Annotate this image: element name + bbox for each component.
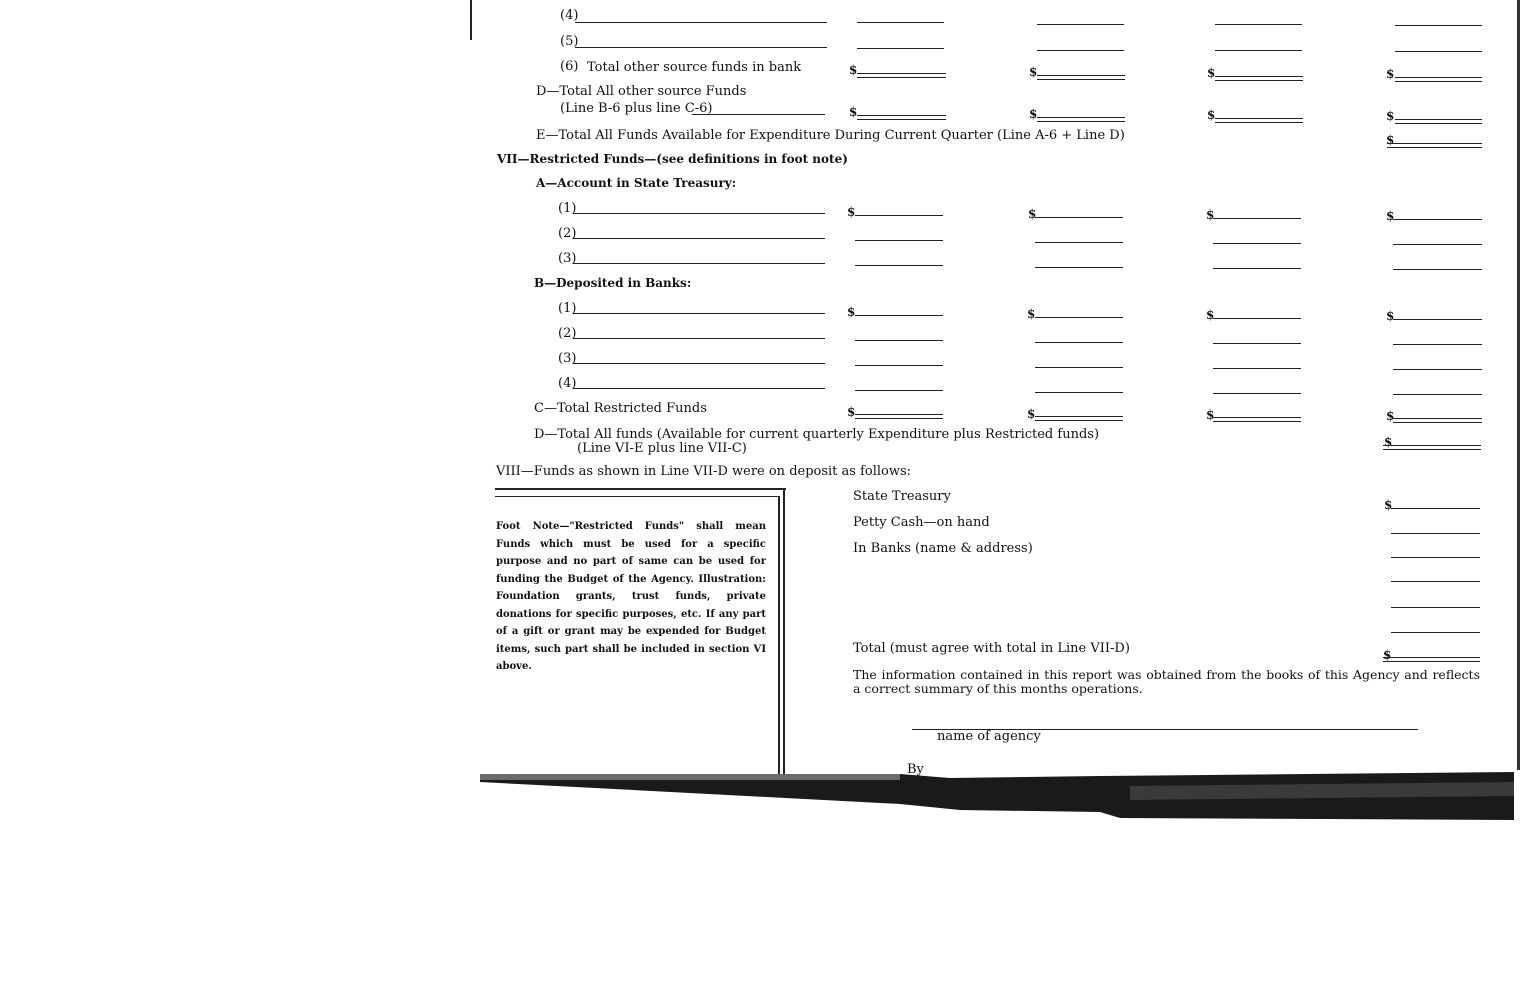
- item-4-label: (4): [560, 8, 579, 23]
- dollar-sign: $: [1207, 108, 1216, 122]
- item-6-col2[interactable]: [1037, 75, 1125, 80]
- b-item-3-col3[interactable]: [1213, 368, 1301, 369]
- dollar-sign: $: [1206, 208, 1215, 222]
- certification-text: The information contained in this report was obtained from the books of this Agency and reflects a correct summary of this months operations.: [853, 667, 1480, 696]
- bank-amount-2[interactable]: [1391, 581, 1480, 582]
- b-item-4-line[interactable]: [573, 388, 825, 389]
- dollar-sign: $: [1384, 435, 1393, 449]
- item-6-num: (6): [560, 59, 579, 74]
- a-item-1-col2[interactable]: [1035, 217, 1123, 218]
- dollar-sign: $: [1386, 409, 1395, 423]
- b-item-1-label: (1): [558, 301, 577, 316]
- b-item-3-col4[interactable]: [1393, 369, 1482, 370]
- a-item-1-label: (1): [558, 201, 577, 216]
- footnote-box-top: [495, 488, 786, 490]
- dollar-sign: $: [1027, 407, 1036, 421]
- bank-amount-3[interactable]: [1391, 607, 1480, 608]
- b-item-2-col1[interactable]: [855, 340, 943, 341]
- b-item-1-col4[interactable]: [1393, 319, 1482, 320]
- dollar-sign: $: [1029, 107, 1038, 121]
- a-item-3-label: (3): [558, 251, 577, 266]
- item-5-label: (5): [560, 34, 579, 49]
- line-e-label: E—Total All Funds Available for Expenditure During Current Quarter (Line A-6 + Line D): [536, 128, 1125, 143]
- dollar-sign: $: [1028, 207, 1037, 221]
- item-6-col3[interactable]: [1215, 76, 1303, 81]
- b-item-1-col1[interactable]: [855, 315, 943, 316]
- dollar-sign: $: [1207, 66, 1216, 80]
- section-viii-heading: VIII—Funds as shown in Line VII-D were on deposit as follows:: [496, 464, 912, 479]
- dollar-sign: $: [1386, 67, 1395, 81]
- footnote: Foot Note—"Restricted Funds" shall mean Funds which must be used for a specific purpose and no part of same can be used for funding the Budget of the Agency. Illustration: Foundation grants, trust funds, private donations for specific purposes, etc. If any part of a gift or grant may be expended for Budget items, such part shall be included in section VI above.: [496, 521, 766, 672]
- bank-amount-4[interactable]: [1391, 632, 1480, 633]
- line-e-col4[interactable]: [1387, 143, 1482, 148]
- dollar-sign: $: [1386, 209, 1395, 223]
- b-item-2-col3[interactable]: [1213, 343, 1301, 344]
- a-item-3-col4[interactable]: [1393, 269, 1482, 270]
- line-c-col4[interactable]: [1393, 418, 1482, 423]
- a-item-2-line[interactable]: [573, 238, 825, 239]
- a-item-1-line[interactable]: [573, 213, 825, 214]
- dollar-sign: $: [847, 205, 856, 219]
- dollar-sign: $: [849, 63, 858, 77]
- b-item-2-label: (2): [558, 326, 577, 341]
- line-d-col3[interactable]: [1215, 118, 1303, 123]
- scanner-shadow-band: [480, 766, 1514, 824]
- footnote-box-right: [783, 489, 785, 774]
- dollar-sign: $: [1386, 133, 1395, 147]
- dollar-sign: $: [1027, 307, 1036, 321]
- by-label: By: [907, 762, 924, 777]
- dollar-sign: $: [1383, 648, 1392, 662]
- line-d-label: D—Total All other source Funds: [536, 84, 747, 99]
- a-item-1-col1[interactable]: [855, 215, 943, 216]
- dollar-sign: $: [847, 405, 856, 419]
- dollar-sign: $: [847, 305, 856, 319]
- dollar-sign: $: [1386, 309, 1395, 323]
- b-item-1-col2[interactable]: [1035, 317, 1123, 318]
- a-item-1-col3[interactable]: [1213, 218, 1301, 219]
- item-5-col3[interactable]: [1215, 50, 1302, 51]
- a-item-2-col1[interactable]: [855, 240, 943, 241]
- in-banks-label: In Banks (name & address): [853, 541, 1033, 556]
- item-6-col4[interactable]: [1395, 77, 1482, 82]
- item-4-col4[interactable]: [1395, 25, 1482, 26]
- page-edge-mark: [470, 0, 472, 40]
- line-c-col1[interactable]: [855, 414, 943, 419]
- b-item-3-col2[interactable]: [1035, 367, 1123, 368]
- bank-amount-1[interactable]: [1391, 557, 1480, 558]
- section-vii-b-label: B—Deposited in Banks:: [534, 276, 692, 290]
- b-item-1-line[interactable]: [573, 313, 825, 314]
- a-item-3-col2[interactable]: [1035, 267, 1123, 268]
- a-item-1-col4[interactable]: [1393, 219, 1482, 220]
- state-treasury-amount[interactable]: [1391, 508, 1480, 509]
- total-amount[interactable]: [1383, 657, 1480, 662]
- item-5-col4[interactable]: [1395, 51, 1482, 52]
- b-item-4-label: (4): [558, 376, 577, 391]
- b-item-4-col3[interactable]: [1213, 393, 1301, 394]
- b-item-3-col1[interactable]: [855, 365, 943, 366]
- a-item-2-col2[interactable]: [1035, 242, 1123, 243]
- b-item-1-col3[interactable]: [1213, 318, 1301, 319]
- a-item-2-label: (2): [558, 226, 577, 241]
- item-6-label: Total other source funds in bank: [587, 60, 802, 75]
- line-c-col3[interactable]: [1213, 417, 1301, 422]
- line-vii-d-label: D—Total All funds (Available for current quarterly Expenditure plus Restricted funds): [534, 427, 1100, 442]
- line-d-line[interactable]: [692, 114, 825, 115]
- line-d-col1[interactable]: [857, 115, 946, 120]
- line-d-col2[interactable]: [1037, 117, 1125, 122]
- b-item-2-line[interactable]: [573, 338, 825, 339]
- dollar-sign: $: [1029, 65, 1038, 79]
- item-4-line[interactable]: [575, 22, 827, 23]
- b-item-4-col4[interactable]: [1393, 394, 1482, 395]
- item-5-col1[interactable]: [857, 48, 944, 49]
- a-item-2-col4[interactable]: [1393, 244, 1482, 245]
- a-item-2-col3[interactable]: [1213, 243, 1301, 244]
- b-item-4-col2[interactable]: [1035, 392, 1123, 393]
- page-right-edge: [1517, 0, 1520, 770]
- line-c-col2[interactable]: [1035, 416, 1123, 421]
- section-vii-a-label: A—Account in State Treasury:: [536, 176, 737, 190]
- petty-cash-amount[interactable]: [1391, 533, 1480, 534]
- dollar-sign: $: [1206, 408, 1215, 422]
- line-d-sublabel: (Line B-6 plus line C-6): [560, 101, 713, 116]
- a-item-3-col3[interactable]: [1213, 268, 1301, 269]
- b-item-3-label: (3): [558, 351, 577, 366]
- b-item-2-col4[interactable]: [1393, 344, 1482, 345]
- item-5-line[interactable]: [575, 47, 827, 48]
- line-d-col4[interactable]: [1395, 119, 1482, 124]
- dollar-sign: $: [849, 105, 858, 119]
- b-item-4-col1[interactable]: [855, 390, 943, 391]
- item-4-col3[interactable]: [1215, 24, 1302, 25]
- footnote-box-inner-top: [495, 496, 778, 497]
- section-vii-heading: VII—Restricted Funds—(see definitions in foot note): [497, 152, 848, 166]
- agency-name-caption: name of agency: [937, 729, 1041, 744]
- item-4-col2[interactable]: [1037, 24, 1124, 25]
- dollar-sign: $: [1386, 109, 1395, 123]
- item-4-col1[interactable]: [857, 22, 944, 23]
- petty-cash-label: Petty Cash—on hand: [853, 515, 990, 530]
- line-c-label: C—Total Restricted Funds: [534, 401, 707, 416]
- item-6-col1[interactable]: [857, 73, 946, 78]
- dollar-sign: $: [1206, 308, 1215, 322]
- total-label: Total (must agree with total in Line VII-D): [853, 641, 1130, 656]
- line-vii-d-sublabel: (Line VI-E plus line VII-C): [577, 441, 747, 456]
- dollar-sign: $: [1384, 498, 1393, 512]
- a-item-3-line[interactable]: [573, 263, 825, 264]
- line-vii-d-col4[interactable]: [1383, 445, 1481, 450]
- state-treasury-label: State Treasury: [853, 489, 951, 504]
- b-item-3-line[interactable]: [573, 363, 825, 364]
- item-5-col2[interactable]: [1037, 50, 1124, 51]
- a-item-3-col1[interactable]: [855, 265, 943, 266]
- b-item-2-col2[interactable]: [1035, 342, 1123, 343]
- footnote-box-inner-right: [778, 496, 780, 774]
